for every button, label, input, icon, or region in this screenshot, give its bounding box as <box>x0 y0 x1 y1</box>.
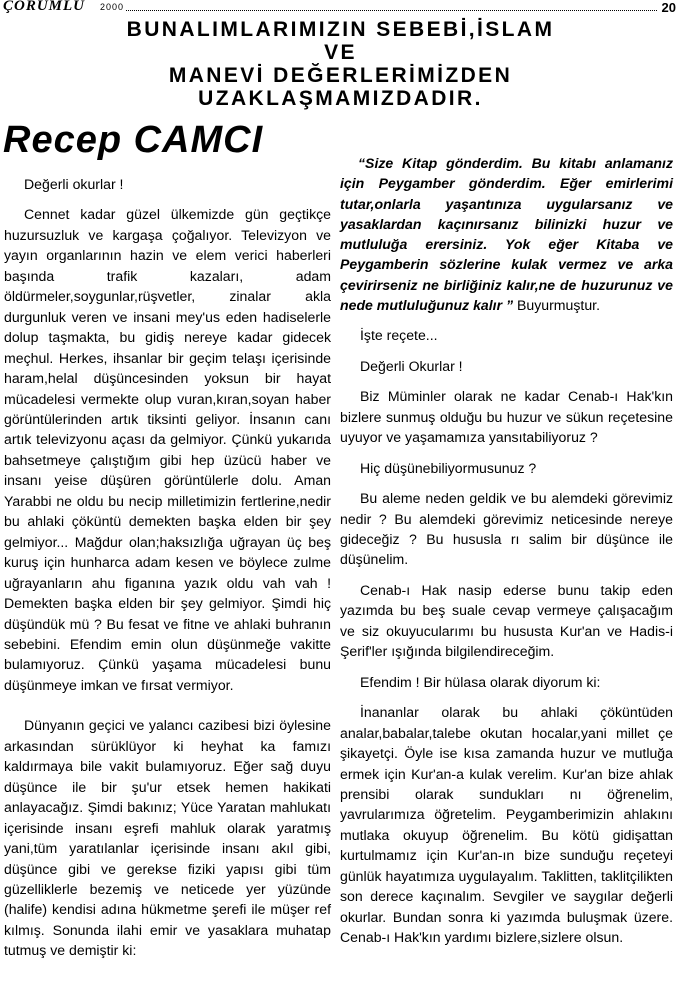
spacer <box>340 376 673 386</box>
paragraph: Cenab-ı Hak nasip ederse bunu takip eden yazımda bu beş suale cevap vermeye çalışacağım ve siz okuyucularımı bu hususta Kur'an ve Hadis-i Şerif'ler ışığında bilgilendireceğim. <box>340 581 673 660</box>
paragraph: Cennet kadar güzel ülkemizde gün geçtikçe huzursuzluk ve kargaşa çoğalıyor. Televizyon ve yayın organlarının hazin ve elem verici haberleri başında trafik kazaları, adam öldürmeler,soygunlar,rüşvetler, zinalar akla durgunluk veren ve insani mey'us eden hadiselerle dolup taşmakta, bu gidiş nereye kadar gidecek meçhul. Herkes, ihsanlar bir geçim telaşı içerisinde haram,helal düşüncesinden yoksun bir hayat mücadelesi vermekte olup vuran,kıran,soyan haber görüntülerinden artık tiksinti geliyor. İnsanın canı artık televizyonu açası da gelmiyor. Çünkü yukarıda bahsetmeye çalıştığım gibi hep üzücü haber ve insanı yeise düşüren görüntülerle dolu. Aman Yarabbi ne oldu bu necip milletimizin fertlerine,nedir bu ahlaki çöküntü demekten başka elden bir şey gelmiyor... Mağdur olan;haksızlığa uğrayan üç beş kuruş için hunharca adam kesen ve böylece zulme uğrayanların ahu figanına yazık oldu vah vah ! Demekten başka elden bir şey gelmiyor. Şimdi hiç düşündük mü ? Bu fesat ve fitne ve ahlaki buhranın sebebini. Efendim emin olun düşünmeğe vakitte bulamıyoruz. Çünkü yaşama mücadelesi bunu düşünmeye imkan ve fırsat vermiyor. <box>4 206 331 693</box>
paragraph: Biz Müminler olarak ne kadar Cenab-ı Hak'kın bizlere sunmuş olduğu bu huzur ve sükun reçetesine uyuyor ve yaşamamıza yansıtabiliyoruz ? <box>340 388 673 446</box>
greeting: Değerli okurlar ! <box>24 176 124 192</box>
spacer <box>4 194 331 204</box>
headline-line-4: UZAKLAŞMAMIZDADIR. <box>198 87 483 110</box>
page-header <box>0 0 681 16</box>
header-dotted-rule <box>126 10 657 11</box>
headline-line-2: VE <box>324 41 357 64</box>
paragraph: İnananlar olarak bu ahlaki çöküntüden analar,babalar,talebe okutan hocalar,yani millet çe şikayetçi. Öyle ise kısa zamanda huzur ve mutluğa ermek için Kur'an-a kulak verelim. Kur'an bize ahlak prensibi olarak sundukları nı öğrenelim, yavrularımıza öğretelim. Peygamberimizin ahlakını mutlaka okuyup öğrenelim. Bu kötü gidişattan kurtulmamız için Kur'an-ın bize sunduğu reçeteyi günlük hayatımıza uygulayalım. Taklitten, taklitçilikten son derece kaçınalım. Sevgiler ve saygılar değerli okurlar. Bundan sonra ki yazımda buluşmak üzere. Cenab-ı Hak'kın yardımı bizlere,sizlere olsun. <box>340 704 673 946</box>
spacer <box>4 705 331 715</box>
quote-text: “Size Kitap gönderdim. Bu kitabı anlamanız için Peygamber gönderdim. Eğer emirlerimi tutar,onlarla yaşantınıza uygularsanız ve yasaklardan kaçınırsanız bilinizki huzur ve mutluluğa erersiniz. Yok eğer Kitaba ve Peygamberin sözlerine kulak vermez ve arka çevirirseniz ne birliğiniz kalır,ne de huzurunuz ve nede mutluluğunuz kalır ” <box>340 155 673 314</box>
paragraph: Bu aleme neden geldik ve bu alemdeki görevimiz nedir ? Bu alemdeki görevimiz neticesinde nereye gideceğiz ? Bu hususla rı salim bir düşünce ile düşünelim. <box>340 490 673 568</box>
quote-attribution: Buyurmuştur. <box>516 297 601 314</box>
issue-year: 2000 <box>100 2 125 12</box>
right-column <box>340 153 673 948</box>
paragraph: Hiç düşünebiliyormusunuz ? <box>360 459 537 476</box>
headline-line-3: MANEVİ DEĞERLERİMİZDEN <box>168 64 513 87</box>
headline-line-1: BUNALIMLARIMIZIN SEBEBİ,İSLAM <box>126 18 555 41</box>
paragraph: İşte reçete... <box>360 327 438 344</box>
article-headline <box>0 18 681 110</box>
paragraph: Değerli Okurlar ! <box>360 357 463 374</box>
author-name: Recep CAMCI <box>3 119 264 161</box>
magazine-name: ÇORUMLU <box>3 0 86 14</box>
spacer <box>340 570 673 580</box>
spacer <box>4 695 331 705</box>
spacer <box>340 692 673 702</box>
spacer <box>340 346 673 356</box>
page-number: 20 <box>661 0 676 15</box>
spacer <box>340 448 673 458</box>
spacer <box>340 662 673 672</box>
left-column <box>4 174 331 961</box>
scripture-quote <box>340 153 673 315</box>
paragraph: Dünyanın geçici ve yalancı cazibesi bizi öylesine arkasından sürüklüyor ki heyhat ka famızı kaldırmaya bile vakit bulamıyoruz. Eğer sağ duyu düşünce ile bir şu'ur etsek hemen hakikati anlayacağız. Şimdi bakınız; Yüce Yaratan mahlukatı içerisinde insanı eşrefi mahluk olarak yaratmış yani,tüm yaratılanlar içerisinde insanı akıl gibi, düşünce gibi ve gerekse fiziki yapısı gibi tüm güzelliklerle bezemiş ve neticede yer yüzünde (halife) kendisi adına hükmetme şerefi ile müşer ref kılmış. Sonunda ilahi emir ve yasaklara muhatap tutmuş ve demiştir ki: <box>4 717 331 959</box>
spacer <box>340 478 673 488</box>
paragraph: Efendim ! Bir hülasa olarak diyorum ki: <box>360 673 601 690</box>
spacer <box>340 315 673 325</box>
